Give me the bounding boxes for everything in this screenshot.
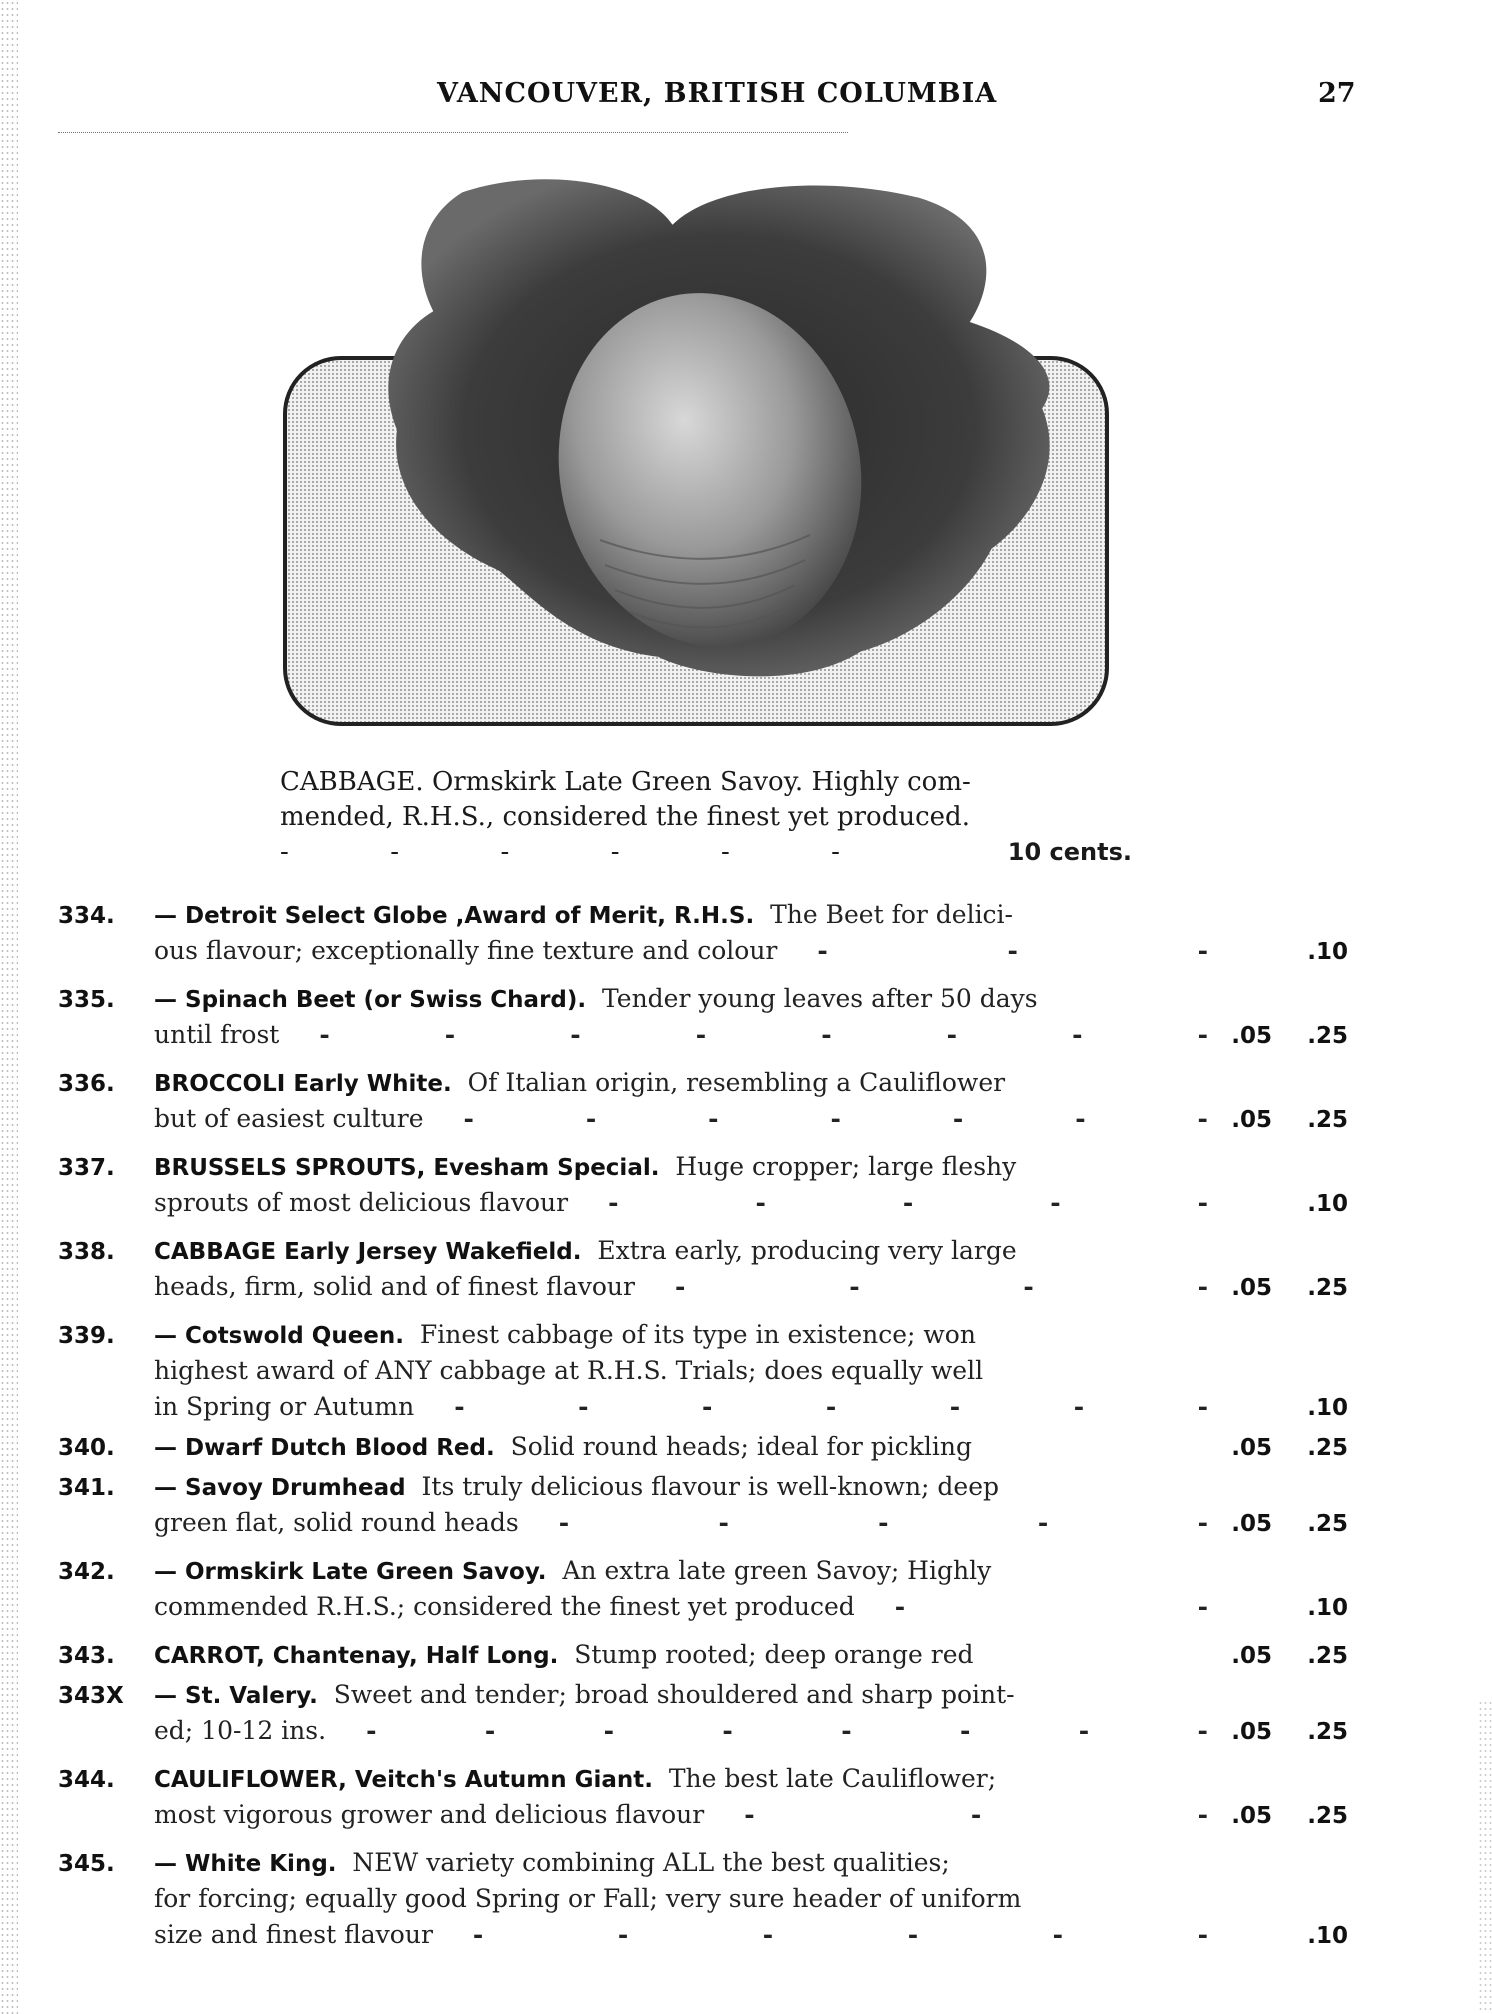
item-number: 342. [58,1559,115,1585]
item-description: Its truly delicious flavour is well-known; deep [405,1472,1000,1501]
item-description: ous flavour; exceptionally fine texture and colour [154,936,778,965]
catalog-item [58,1152,1358,1224]
catalog-item [58,1680,1358,1752]
price-packet: .05 [1231,1107,1272,1133]
item-number: 344. [58,1767,115,1793]
item-number: 337. [58,1155,115,1181]
item-description: green flat, solid round heads [154,1508,519,1537]
item-number: 338. [58,1239,115,1265]
item-number: 335. [58,987,115,1013]
scan-edge-texture [1478,1700,1492,2014]
item-description: until frost [154,1020,280,1049]
price-ounce: .25 [1307,1643,1348,1669]
item-name: — White King. [154,1851,337,1877]
item-number: 336. [58,1071,115,1097]
catalog-item [58,1320,1358,1428]
price-ounce: .25 [1307,1107,1348,1133]
header-rule [58,132,848,133]
item-number: 341. [58,1475,115,1501]
item-description: Stump rooted; deep orange red [558,1640,974,1669]
price-ounce: .10 [1307,1191,1348,1217]
scan-edge-texture [0,0,18,2014]
item-description: highest award of ANY cabbage at R.H.S. Trials; does equally well [154,1356,984,1385]
price-packet: .05 [1231,1803,1272,1829]
catalog-item [58,1764,1358,1836]
item-name: — Dwarf Dutch Blood Red. [154,1435,495,1461]
item-description: Tender young leaves after 50 days [586,984,1038,1013]
item-description: but of easiest culture [154,1104,424,1133]
item-description: sprouts of most delicious flavour [154,1188,569,1217]
item-name: — Ormskirk Late Green Savoy. [154,1559,547,1585]
item-description: size and finest flavour [154,1920,433,1949]
caption-line: CABBAGE. Ormskirk Late Green Savoy. Highly com- [280,767,971,797]
item-number: 343. [58,1643,115,1669]
item-description: ed; 10-12 ins. [154,1716,327,1745]
item-number: 334. [58,903,115,929]
price-packet: .05 [1231,1719,1272,1745]
item-description: heads, firm, solid and of finest flavour [154,1272,635,1301]
leader-dots: - - - - - - [472,1920,1208,1949]
catalog-item [58,1236,1358,1308]
item-number: 339. [58,1323,115,1349]
item-description: Sweet and tender; broad shouldered and sharp point- [317,1680,1015,1709]
leader-dots: - - - - - [558,1508,1208,1537]
item-description: NEW variety combining ALL the best qualities; [336,1848,950,1877]
catalog-item [58,900,1358,972]
caption-leader: - - - - - - [280,837,840,867]
running-head: VANCOUVER, BRITISH COLUMBIA [437,78,998,109]
leader-dots: - - - [817,936,1208,965]
item-name: — St. Valery. [154,1683,318,1709]
item-description: The best late Cauliflower; [652,1764,997,1793]
item-description: Extra early, producing very large [581,1236,1017,1265]
figure-caption [280,765,1136,870]
item-name: — Detroit Select Globe ,Award of Merit, R.H.S. [154,903,755,929]
catalog-item [58,1472,1358,1544]
leader-dots: - - - - - - - [463,1104,1208,1133]
catalog-item [58,1432,1358,1468]
price-ounce: .25 [1307,1803,1348,1829]
item-description: most vigorous grower and delicious flavour [154,1800,705,1829]
price-ounce: .25 [1307,1511,1348,1537]
catalog-item [58,1556,1358,1628]
item-description: Solid round heads; ideal for pickling [494,1432,972,1461]
catalog-item [58,1068,1358,1140]
price-ounce: .25 [1307,1435,1348,1461]
item-description: An extra late green Savoy; Highly [546,1556,992,1585]
leader-dots: - - - - - [608,1188,1208,1217]
item-name: CAULIFLOWER, Veitch's Autumn Giant. [154,1767,653,1793]
price-ounce: .25 [1307,1719,1348,1745]
leader-dots: - - [894,1592,1208,1621]
seed-price-list [58,900,1358,1968]
item-name: BRUSSELS SPROUTS, Evesham Special. [154,1155,660,1181]
item-name: — Savoy Drumhead [154,1475,406,1501]
leader-dots: - - - [744,1800,1208,1829]
item-name: — Cotswold Queen. [154,1323,405,1349]
item-name: CARROT, Chantenay, Half Long. [154,1643,559,1669]
leader-dots: - - - - - - - [454,1392,1208,1421]
item-number: 340. [58,1435,115,1461]
price-packet: .05 [1231,1023,1272,1049]
price-packet: .05 [1231,1511,1272,1537]
price-ounce: .10 [1307,1395,1348,1421]
price-packet: .05 [1231,1643,1272,1669]
price-ounce: .25 [1307,1275,1348,1301]
price-ounce: .10 [1307,939,1348,965]
item-description: commended R.H.S.; considered the finest yet produced [154,1592,855,1621]
page-number: 27 [1318,78,1356,109]
price-ounce: .25 [1307,1023,1348,1049]
item-number: 343X [58,1683,124,1709]
price-packet: .05 [1231,1435,1272,1461]
item-description: in Spring or Autumn [154,1392,415,1421]
item-description: for forcing; equally good Spring or Fall; very sure header of uniform [154,1884,1022,1913]
cabbage-photo [270,140,1130,740]
catalog-item [58,984,1358,1056]
price-ounce: .10 [1307,1923,1348,1949]
item-description: Of Italian origin, resembling a Cauliflower [451,1068,1006,1097]
catalog-item [58,1640,1358,1676]
item-name: CABBAGE Early Jersey Wakefield. [154,1239,582,1265]
price-ounce: .10 [1307,1595,1348,1621]
catalog-item [58,1848,1358,1956]
item-name: BROCCOLI Early White. [154,1071,452,1097]
item-name: — Spinach Beet (or Swiss Chard). [154,987,587,1013]
leader-dots: - - - - - - - - [366,1716,1208,1745]
caption-line: mended, R.H.S., considered the finest yet produced. [280,802,970,832]
caption-price: 10 cents. [1007,838,1132,866]
page-header [0,78,1492,118]
leader-dots: - - - - - - - - [319,1020,1208,1049]
item-description: Huge cropper; large fleshy [659,1152,1017,1181]
price-packet: .05 [1231,1275,1272,1301]
item-number: 345. [58,1851,115,1877]
leader-dots: - - - - [674,1272,1208,1301]
item-description: The Beet for delici- [754,900,1014,929]
item-description: Finest cabbage of its type in existence; won [404,1320,976,1349]
